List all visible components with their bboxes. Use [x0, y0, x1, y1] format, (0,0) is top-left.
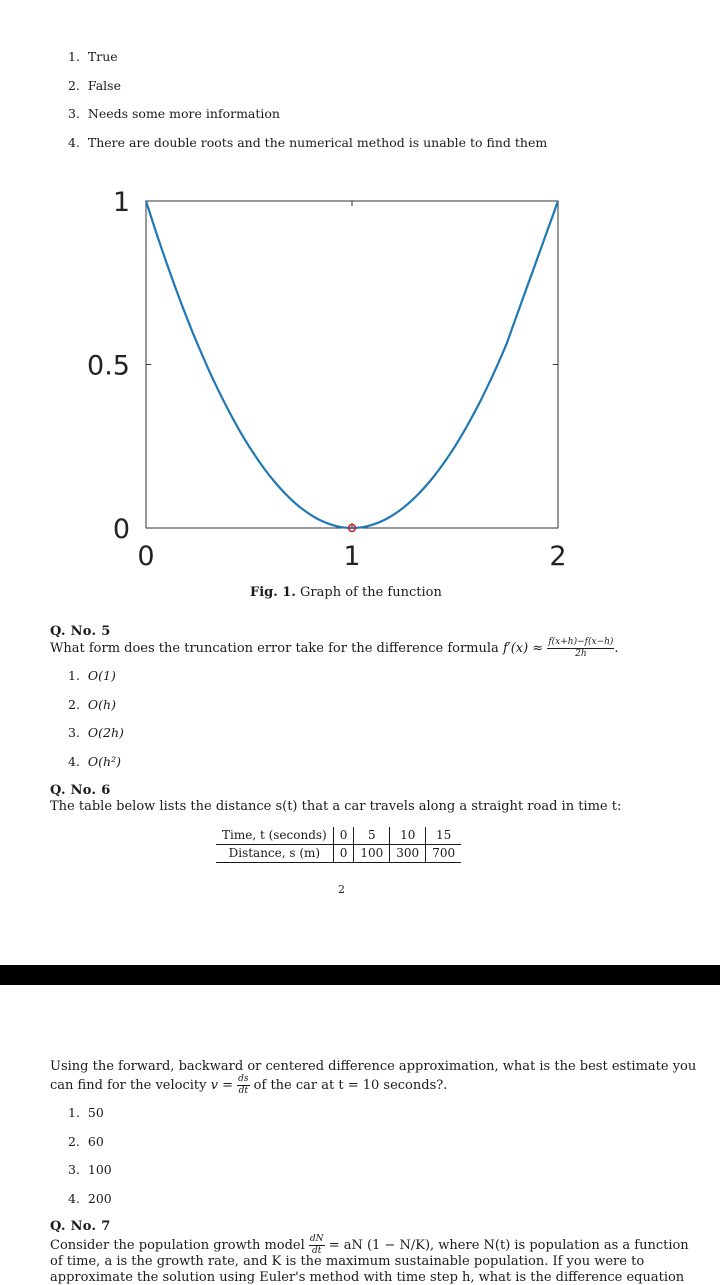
q6-option-3	[68, 1162, 112, 1177]
q4-option-4	[68, 135, 547, 150]
option-text: 60	[87, 1134, 104, 1149]
option-text: 50	[87, 1105, 104, 1120]
q5-option-1	[68, 668, 116, 683]
parabola-curve	[146, 201, 558, 528]
q5-text: What form does the truncation error take for the difference formula f′(x) ≈ $\frac{f(x+h)-f(x-h)}{2h}$ .	[50, 637, 619, 659]
option-number: 2.	[68, 1134, 80, 1149]
distance-table	[216, 827, 461, 863]
q6-option-2	[68, 1134, 104, 1149]
option-text: O(2h)	[87, 725, 124, 740]
q5-option-2	[68, 697, 116, 712]
table-cell: 100	[354, 845, 390, 863]
x-tick-label: 0	[137, 541, 155, 572]
q6-option-4	[68, 1191, 112, 1206]
line-part: Consider the population growth model	[50, 1238, 305, 1253]
x-tick-label: 1	[343, 541, 361, 572]
table-cell: 10	[390, 827, 426, 845]
option-number: 2.	[68, 78, 80, 93]
y-tick-label: 1	[112, 187, 130, 218]
q6-heading: Q. No. 6	[50, 783, 111, 798]
derivative-fraction	[237, 1075, 249, 1096]
q5-option-3	[68, 725, 124, 740]
velocity-symbol: v =	[210, 1078, 233, 1093]
line-part: can find for the velocity	[50, 1078, 207, 1093]
fraction-numerator: f(x+h)−f(x−h)	[548, 637, 614, 647]
table-cell: 0	[333, 845, 354, 863]
option-number: 2.	[68, 697, 80, 712]
option-text: O(h²)	[87, 754, 121, 769]
y-tick-label: 0	[112, 514, 130, 545]
option-text: O(1)	[87, 668, 116, 683]
plot-frame	[146, 201, 558, 528]
figure-caption	[250, 585, 442, 600]
option-number: 3.	[68, 106, 80, 121]
option-number: 3.	[68, 1162, 80, 1177]
option-text: False	[87, 78, 121, 93]
option-text: There are double roots and the numerical method is unable to find them	[87, 135, 548, 150]
option-number: 1.	[68, 49, 80, 64]
growth-derivative-fraction	[309, 1235, 325, 1256]
option-number: 4.	[68, 1191, 80, 1206]
q5-prefix: What form does the truncation error take for the difference formula	[50, 641, 499, 656]
option-text: O(h)	[87, 697, 116, 712]
q6-option-1	[68, 1105, 104, 1120]
q4-option-3	[68, 106, 280, 121]
q7-heading: Q. No. 7	[50, 1219, 111, 1234]
caption-text: Graph of the function	[300, 585, 442, 600]
q5-option-4	[68, 754, 121, 769]
table-cell: 15	[426, 827, 461, 845]
y-tick-label: 0.5	[87, 350, 130, 382]
fraction-numerator: ds	[238, 1074, 249, 1084]
q4-option-2	[68, 78, 121, 93]
q6-continuation-line2	[50, 1075, 447, 1096]
option-number: 4.	[68, 135, 80, 150]
x-tick-label: 2	[549, 541, 567, 572]
option-text: 100	[87, 1162, 112, 1177]
page-separator	[0, 965, 720, 985]
q7-line2: of time, a is the growth rate, and K is the maximum sustainable population. If you were to	[50, 1254, 645, 1269]
table-cell: 5	[354, 827, 390, 845]
function-graph	[70, 180, 580, 580]
table-cell: Time, t (seconds)	[216, 827, 333, 845]
option-text: 200	[87, 1191, 112, 1206]
fraction-denominator: dt	[238, 1086, 249, 1096]
option-number: 1.	[68, 1105, 80, 1120]
fraction-numerator: dN	[309, 1234, 324, 1244]
fraction-denominator: dt	[312, 1246, 322, 1256]
option-number: 3.	[68, 725, 80, 740]
table-row	[216, 827, 461, 845]
q4-option-1	[68, 49, 118, 64]
fraction-denominator: 2h	[575, 649, 587, 659]
option-number: 4.	[68, 754, 80, 769]
q6-continuation-line1: Using the forward, backward or centered difference approximation, what is the best estimate you	[50, 1059, 697, 1074]
table-cell: 700	[426, 845, 461, 863]
page-number: 2	[338, 883, 345, 896]
table-cell: 300	[390, 845, 426, 863]
q7-line1	[50, 1235, 689, 1256]
table-cell: Distance, s (m)	[216, 845, 333, 863]
line-part: of the car at t = 10 seconds?.	[253, 1078, 448, 1093]
q5-heading: Q. No. 5	[50, 624, 111, 639]
option-text: True	[87, 49, 118, 64]
line-part: = aN (1 − N/K), where N(t) is population as a function	[328, 1238, 689, 1253]
q7-line3-cutoff: approximate the solution using Euler's method with time step h, what is the difference equation	[50, 1270, 685, 1285]
q6-text: The table below lists the distance s(t) that a car travels along a straight road in time t:	[50, 799, 622, 814]
table-row	[216, 845, 461, 863]
q5-lhs: f′(x) ≈	[502, 641, 544, 656]
option-number: 1.	[68, 668, 80, 683]
q5-fraction	[547, 638, 614, 659]
caption-label: Fig. 1.	[250, 585, 296, 600]
table-cell: 0	[333, 827, 354, 845]
option-text: Needs some more information	[87, 106, 280, 121]
